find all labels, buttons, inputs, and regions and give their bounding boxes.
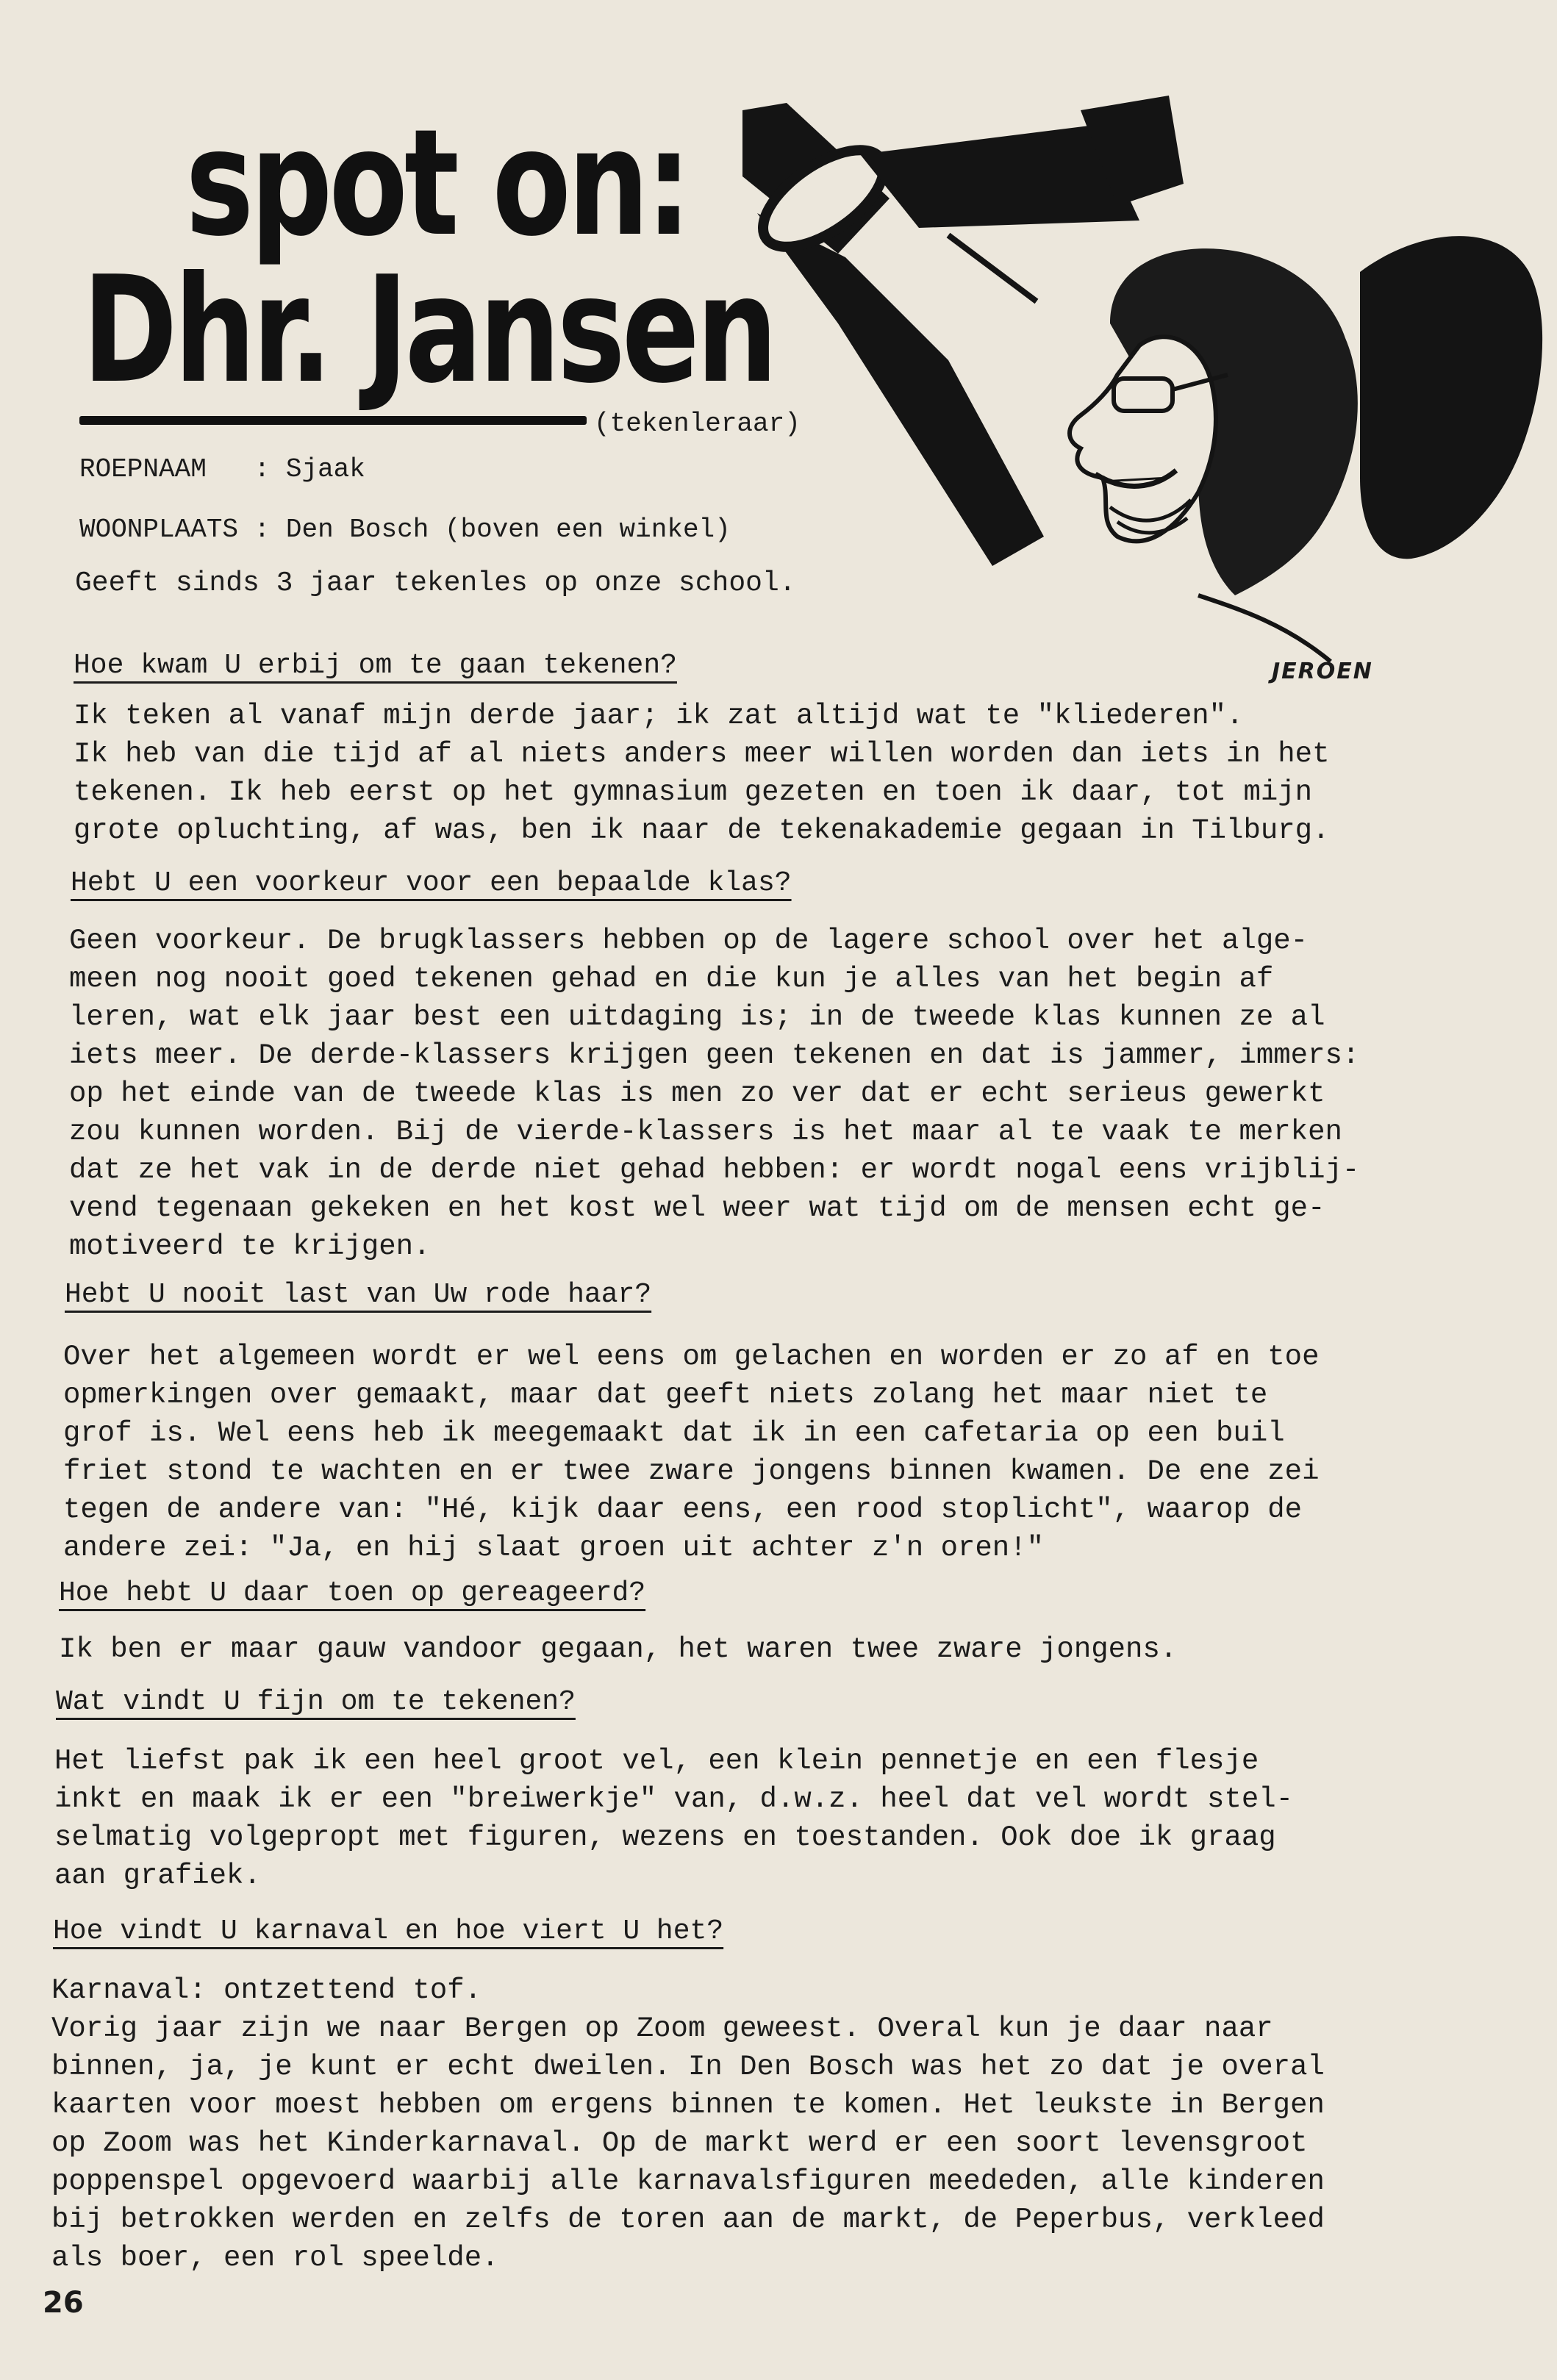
answer-line: op Zoom was het Kinderkarnaval. Op de markt werd er een soort levensgroot — [51, 2127, 1308, 2159]
answer-line: Over het algemeen wordt er wel eens om gelachen en worden er zo af en toe — [63, 1341, 1320, 1373]
interview-question: Hoe kwam U erbij om te gaan tekenen? — [74, 650, 677, 681]
interview-question: Hoe hebt U daar toen op gereageerd? — [59, 1577, 646, 1609]
answer-line: Ik teken al vanaf mijn derde jaar; ik zat altijd wat te "kliederen". — [74, 700, 1244, 732]
illustrator-signature: JEROEN — [1272, 659, 1373, 684]
interview-question: Wat vindt U fijn om te tekenen? — [56, 1686, 576, 1718]
page-number: 26 — [43, 2286, 84, 2320]
answer-line: op het einde van de tweede klas is men zo ver dat er echt serieus gewerkt — [69, 1078, 1325, 1110]
field-value: Sjaak — [285, 454, 365, 484]
headline — [82, 98, 775, 416]
answer-line: als boer, een rol speelde. — [51, 2242, 499, 2274]
answer-line: opmerkingen over gemaakt, maar dat geeft niets zolang het maar niet te — [63, 1379, 1268, 1411]
profile-field-nickname: ROEPNAAM : Sjaak — [79, 454, 365, 484]
intro-line: Geeft sinds 3 jaar tekenles op onze school. — [75, 567, 796, 599]
interview-answer — [54, 1742, 1293, 1895]
answer-line: grof is. Wel eens heb ik meegemaakt dat ik in een cafetaria op een buil — [63, 1417, 1285, 1449]
interview-answer — [63, 1338, 1319, 1567]
field-label: WOONPLAATS — [79, 515, 254, 545]
answer-line: kaarten voor moest hebben om ergens binnen te komen. Het leukste in Bergen — [51, 2089, 1325, 2121]
headline-line-1: spot on: — [185, 98, 689, 269]
answer-line: Ik heb van die tijd af al niets anders meer willen worden dan iets in het — [74, 738, 1330, 770]
interview-question: Hebt U nooit last van Uw rode haar? — [65, 1279, 652, 1311]
answer-line: tekenen. Ik heb eerst op het gymnasium gezeten en toen ik daar, tot mijn — [74, 776, 1313, 809]
answer-line: dat ze het vak in de derde niet gehad hebben: er wordt nogal eens vrijblij- — [69, 1154, 1360, 1186]
answer-line: motiveerd te krijgen. — [69, 1230, 431, 1263]
title-underline — [79, 416, 587, 425]
answer-line: Ik ben er maar gauw vandoor gegaan, het waren twee zware jongens. — [59, 1633, 1178, 1666]
profile-field-residence: WOONPLAATS : Den Bosch (boven een winkel) — [79, 515, 731, 545]
answer-line: vend tegenaan gekeken en het kost wel weer wat tijd om de mensen echt ge- — [69, 1192, 1325, 1225]
answer-line: andere zei: "Ja, en hij slaat groen uit achter z'n oren!" — [63, 1532, 1045, 1564]
answer-line: iets meer. De derde-klassers krijgen geen tekenen en dat is jammer, immers: — [69, 1039, 1360, 1072]
field-label: ROEPNAAM — [79, 454, 254, 484]
answer-line: bij betrokken werden en zelfs de toren aan de markt, de Peperbus, verkleed — [51, 2204, 1325, 2236]
field-value: Den Bosch (boven een winkel) — [285, 515, 731, 545]
interview-answer — [59, 1630, 1177, 1668]
answer-line: meen nog nooit goed tekenen gehad en die kun je alles van het begin af — [69, 963, 1274, 995]
answer-line: Het liefst pak ik een heel groot vel, een klein pennetje en een flesje — [54, 1745, 1259, 1777]
interview-answer — [51, 1971, 1325, 2277]
answer-line: poppenspel opgevoerd waarbij alle karnavalsfiguren meededen, alle kinderen — [51, 2165, 1325, 2198]
answer-line: grote opluchting, af was, ben ik naar de tekenakademie gegaan in Tilburg. — [74, 814, 1330, 847]
answer-line: selmatig volgepropt met figuren, wezens en toestanden. Ook doe ik graag — [54, 1821, 1276, 1854]
interview-answer — [74, 697, 1329, 850]
answer-line: leren, wat elk jaar best een uitdaging is; in de tweede klas kunnen ze al — [69, 1001, 1325, 1033]
interview-answer — [69, 922, 1359, 1266]
answer-line: Geen voorkeur. De brugklassers hebben op de lagere school over het alge- — [69, 925, 1309, 957]
headline-line-2: Dhr. Jansen — [82, 245, 775, 416]
answer-line: zou kunnen worden. Bij de vierde-klassers is het maar al te vaak te merken — [69, 1116, 1342, 1148]
subtitle: (tekenleraar) — [594, 409, 801, 439]
answer-line: tegen de andere van: "Hé, kijk daar eens, een rood stoplicht", waarop de — [63, 1494, 1303, 1526]
answer-line: inkt en maak ik er een "breiwerkje" van, d.w.z. heel dat vel wordt stel- — [54, 1783, 1294, 1816]
answer-line: binnen, ja, je kunt er echt dweilen. In Den Bosch was het zo dat je overal — [51, 2051, 1325, 2083]
interview-question: Hoe vindt U karnaval en hoe viert U het? — [53, 1915, 724, 1947]
answer-line: friet stond te wachten en er twee zware jongens binnen kwamen. De ene zei — [63, 1455, 1320, 1488]
interview-question: Hebt U een voorkeur voor een bepaalde klas? — [71, 867, 792, 899]
answer-line: Vorig jaar zijn we naar Bergen op Zoom geweest. Overal kun je daar naar — [51, 2012, 1273, 2045]
answer-line: Karnaval: ontzettend tof. — [51, 1974, 482, 2007]
answer-line: aan grafiek. — [54, 1860, 261, 1892]
spotlight-caricature-drawing — [728, 81, 1551, 669]
